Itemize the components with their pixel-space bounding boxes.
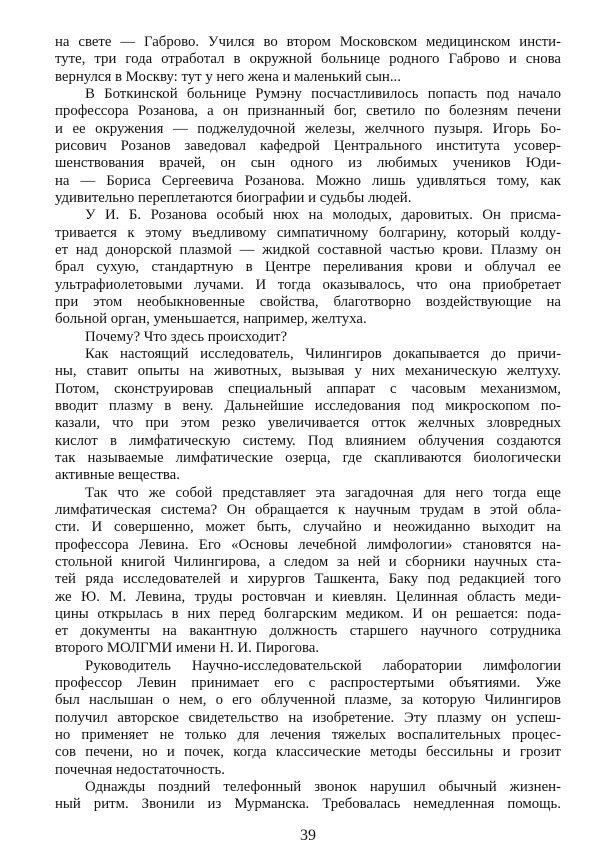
paragraph [55,34,561,86]
text-line: профессора Розанова, а он признанный бог, светило по болезням печени [55,103,561,120]
text-line: вводит плазму в вену. Дальнейшие исследования под микроскопом по- [55,397,561,414]
text-line: активные вещества. [55,467,180,484]
text-line: ны, ставит опыты на животных, вызывая у них механическую желтуху. [55,363,561,380]
text-line: цины открылась в них перед болгарским медиком. И он решается: пода- [55,605,561,622]
paragraph [55,485,561,658]
text-line: профессор Левин принимает его с распростертыми объятиями. Уже [55,675,561,692]
text-line: рисович Розанов заведовал кафедрой Центрального института усовер- [55,137,561,154]
text-line: Почему? Что здесь происходит? [85,328,288,345]
text-line: но применяет не только для лечения тяжелых воспалительных процес- [55,727,561,744]
text-line: сов печени, но и почек, когда классические методы бессильны и грозит [55,744,561,761]
text-line: У И. Б. Розанова особый нюх на молодых, даровитых. Он присма- [85,207,561,224]
paragraph [55,779,561,814]
text-line: туте, три года отработал в окружной больнице родного Габрово и снова [55,51,561,68]
text-line: получил авторское свидетельство на изобретение. Эту плазму он успеш- [55,709,561,726]
text-line: ет над донорской плазмой — жидкой составной частью крови. Плазму он [55,241,561,258]
text-line: тей ряда исследователей и хирургов Ташкента, Баку под редакцией того [55,571,561,588]
text-line: второго МОЛГМИ имени Н. И. Пирогова. [55,640,320,657]
text-line: брал сухую, стандартную в Центре переливания крови и облучал ее [55,259,561,276]
page-content [55,34,561,846]
text-line: почечная недостаточность. [55,761,225,778]
text-line: на — Бориса Сергеевича Розанова. Можно лишь удивляться тому, как [55,172,561,189]
text-line: шенствования врачей, он сын одного из любимых учеников Юди- [55,155,561,172]
text-line: был наслышан о нем, о его облученной плазме, за которую Чилингиров [55,692,561,709]
text-line: ультрафиолетовыми лучами. И тогда оказывалось, что она приобретает [55,276,561,293]
text-line: Так что же собой представляет эта загадочная для него тогда еще [85,484,561,501]
paragraph [55,658,561,779]
text-line: тривается к этому въедливому симпатичному болгарину, который колду- [55,224,561,241]
text-line: ет документы на вакантную должность старшего научного сотрудника [55,623,561,640]
text-line: Как настоящий исследователь, Чилингиров докапывается до причи- [85,345,561,362]
text-line: Однажды поздний телефонный звонок нарушил обычный жизнен- [85,779,561,796]
paragraph [55,86,561,207]
text-line: при этом необыкновенные свойства, благотворно воздействующие на [55,293,561,310]
paragraph [55,329,561,346]
body-text [55,34,561,814]
text-line: лимфатическая система? Он обращается к научным трудам в этой обла- [55,501,561,518]
text-line: же Ю. М. Левина, труды ростовчан и киевлян. Целинная область меди- [55,588,561,605]
text-line: вернулся в Москву: тут у него жена и маленький сын... [55,68,401,85]
text-line: ный ритм. Звонили из Мурманска. Требовалась немедленная помощь. [55,796,561,813]
text-line: Руководитель Научно-исследовательской лаборатории лимфологии [85,657,561,674]
text-line: и ее окружения — поджелудочной железы, желчного пузыря. Игорь Бо- [55,120,561,137]
text-line: профессора Левина. Его «Основы лечебной лимфологии» становятся на- [55,536,561,553]
text-line: кислот в лимфатическую систему. Под влиянием облучения создаются [55,432,561,449]
text-line: удивительно переплетаются биографии и судьбы людей. [55,189,412,206]
paragraph [55,346,561,485]
text-line: В Боткинской больнице Румэну посчастливилось попасть под начало [85,85,561,102]
text-line: сти. И совершенно, может быть, случайно и неожиданно выходит на [55,519,561,536]
page-number: 39 [300,826,316,844]
text-line: Потом, сконструировав специальный аппарат с часовым механизмом, [55,380,561,397]
text-line: стольной книгой Чилингирова, а следом за ней и сборники научных ста- [55,553,561,570]
paragraph [55,207,561,328]
text-line: на свете — Габрово. Учился во втором Московском медицинском инсти- [55,34,561,50]
text-line: так называемые лимфатические озерца, где скапливаются биологически [55,449,561,466]
text-line: казали, что при этом резко увеличивается отток желчных зловредных [55,415,561,432]
text-line: больной орган, уменьшается, например, желтуха. [55,311,367,328]
